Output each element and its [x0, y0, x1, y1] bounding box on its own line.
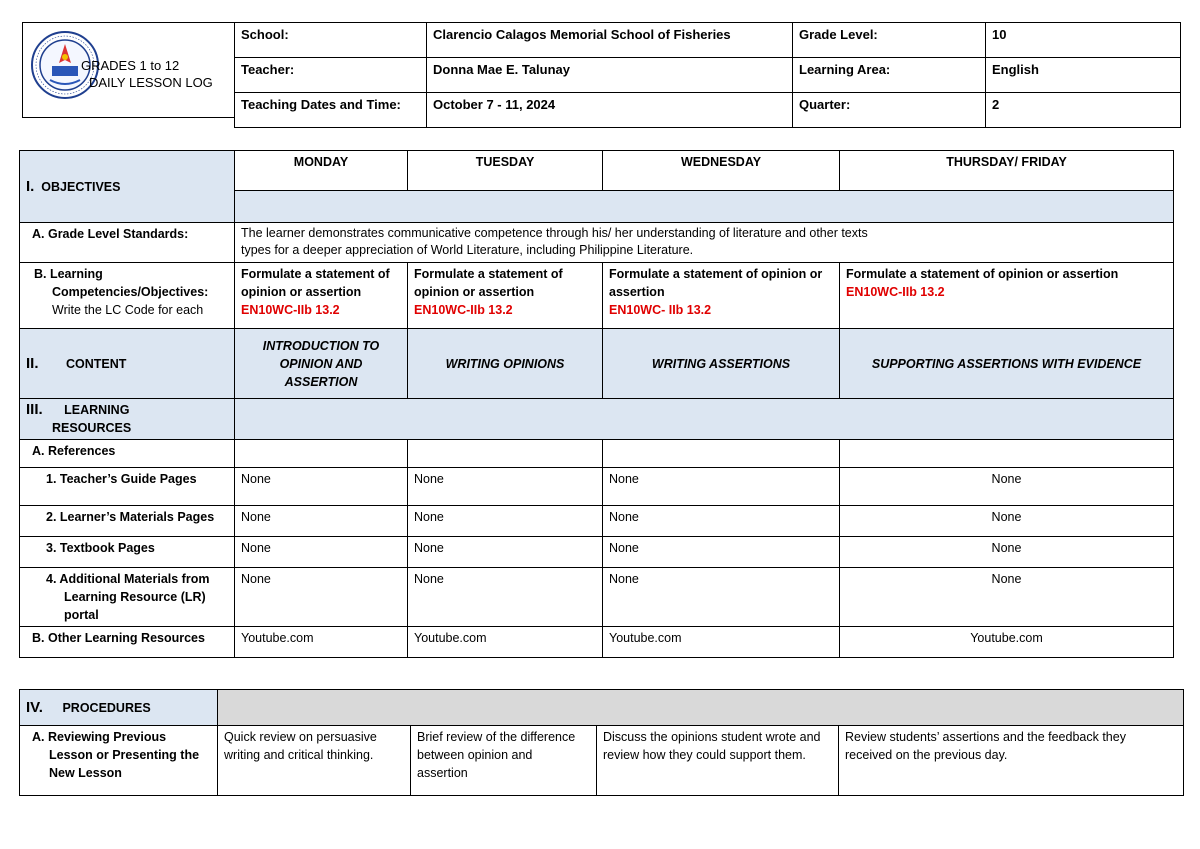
additional-materials-monday: None	[235, 568, 408, 627]
rl-line2: Lesson or Presenting the	[49, 748, 200, 762]
lc-code: EN10WC-IIb 13.2	[241, 303, 340, 317]
teachers-guide-thursday-friday: None	[840, 468, 1174, 506]
proc-text: between opinion and	[417, 748, 533, 762]
teachers-guide-label: 1. Teacher’s Guide Pages	[20, 468, 235, 506]
additional-materials-label	[20, 568, 235, 627]
learning-competencies-label	[20, 263, 235, 329]
content-wednesday: WRITING ASSERTIONS	[603, 329, 840, 399]
objectives-heading	[20, 151, 235, 223]
learning-area-value: English	[986, 58, 1181, 93]
school-value: Clarencio Calagos Memorial School of Fisheries	[427, 23, 793, 58]
teacher-label: Teacher:	[235, 58, 427, 93]
additional-materials-wednesday: None	[603, 568, 840, 627]
reviewing-wednesday	[597, 726, 839, 796]
grade-level-label: Grade Level:	[793, 23, 986, 58]
content-roman: II.	[26, 354, 39, 372]
proc-text: review how they could support them.	[603, 748, 806, 762]
reviewing-lesson-label	[20, 726, 218, 796]
gls-text-line1: The learner demonstrates communicative competence through his/ her understanding of literature and other texts	[241, 226, 868, 240]
grade-level-standards-text	[235, 223, 1174, 263]
teaching-dates-value: October 7 - 11, 2024	[427, 93, 793, 128]
content-heading	[20, 329, 235, 399]
header-title-line2: DAILY LESSON LOG	[89, 75, 213, 90]
resources-label-line1: LEARNING	[64, 403, 130, 417]
lc-thursday-friday	[840, 263, 1174, 329]
lc-tuesday	[408, 263, 603, 329]
proc-text: Review students’ assertions and the feedback they	[845, 730, 1126, 744]
textbook-pages-monday: None	[235, 537, 408, 568]
lc-monday	[235, 263, 408, 329]
resources-heading	[20, 399, 235, 440]
lc-code: EN10WC-IIb 13.2	[846, 285, 945, 299]
school-label: School:	[235, 23, 427, 58]
teachers-guide-tuesday: None	[408, 468, 603, 506]
quarter-value: 2	[986, 93, 1181, 128]
gls-text-line2: types for a deeper appreciation of World Literature, including Philippine Literature.	[241, 243, 694, 257]
grade-level-value: 10	[986, 23, 1181, 58]
content-label: CONTENT	[66, 356, 127, 371]
objectives-roman: I.	[26, 177, 35, 195]
teaching-dates-label: Teaching Dates and Time:	[235, 93, 427, 128]
resources-band	[235, 399, 1174, 440]
content-tuesday: WRITING OPINIONS	[408, 329, 603, 399]
learners-materials-monday: None	[235, 506, 408, 537]
content-text: ASSERTION	[284, 374, 358, 389]
textbook-pages-thursday-friday: None	[840, 537, 1174, 568]
references-monday	[235, 440, 408, 468]
proc-text: writing and critical thinking.	[224, 748, 374, 762]
additional-materials-tuesday: None	[408, 568, 603, 627]
proc-text: Quick review on persuasive	[224, 730, 377, 744]
proc-text: received on the previous day.	[845, 748, 1008, 762]
procedures-band	[218, 690, 1184, 726]
proc-text: Discuss the opinions student wrote and	[603, 730, 821, 744]
lc-text: opinion or assertion	[241, 285, 362, 299]
reviewing-monday	[218, 726, 411, 796]
lesson-log-table	[19, 150, 1174, 658]
reviewing-thursday-friday	[839, 726, 1184, 796]
reviewing-tuesday	[411, 726, 597, 796]
learning-area-label: Learning Area:	[793, 58, 986, 93]
lc-text: Formulate a statement of opinion or assertion	[846, 267, 1119, 281]
resources-label-line2: RESOURCES	[52, 421, 132, 435]
lc-code: EN10WC-IIb 13.2	[414, 303, 513, 317]
learners-materials-label: 2. Learner’s Materials Pages	[20, 506, 235, 537]
lc-code: EN10WC- IIb 13.2	[609, 303, 712, 317]
textbook-pages-label: 3. Textbook Pages	[20, 537, 235, 568]
teachers-guide-monday: None	[235, 468, 408, 506]
procedures-table	[19, 689, 1184, 796]
references-tuesday	[408, 440, 603, 468]
other-resources-monday: Youtube.com	[235, 627, 408, 658]
additional-materials-thursday-friday: None	[840, 568, 1174, 627]
day-header-tuesday: TUESDAY	[408, 151, 603, 191]
lc-label-line1: B. Learning	[34, 267, 103, 281]
lc-label-line2: Competencies/Objectives:	[52, 285, 209, 299]
header-title-line1: GRADES 1 to 12	[81, 58, 180, 73]
other-resources-label: B. Other Learning Resources	[20, 627, 235, 658]
day-header-monday: MONDAY	[235, 151, 408, 191]
header-logo-cell	[22, 22, 234, 118]
day-header-wednesday: WEDNESDAY	[603, 151, 840, 191]
am-line1: 4. Additional Materials from	[46, 572, 210, 586]
am-line2: Learning Resource (LR)	[64, 590, 206, 604]
lc-text: assertion	[609, 285, 665, 299]
grade-level-standards-label: A. Grade Level Standards:	[20, 223, 235, 263]
teachers-guide-wednesday: None	[603, 468, 840, 506]
proc-text: Brief review of the difference	[417, 730, 576, 744]
quarter-label: Quarter:	[793, 93, 986, 128]
lc-text: Formulate a statement of	[241, 267, 390, 281]
content-thursday-friday: SUPPORTING ASSERTIONS WITH EVIDENCE	[840, 329, 1174, 399]
lc-label-line3: Write the LC Code for each	[52, 303, 204, 317]
am-line3: portal	[64, 608, 99, 622]
lc-wednesday	[603, 263, 840, 329]
lc-text: Formulate a statement of opinion or	[609, 267, 823, 281]
header-title	[81, 57, 213, 91]
teacher-value: Donna Mae E. Talunay	[427, 58, 793, 93]
references-thursday-friday	[840, 440, 1174, 468]
learners-materials-thursday-friday: None	[840, 506, 1174, 537]
content-monday	[235, 329, 408, 399]
learners-materials-tuesday: None	[408, 506, 603, 537]
procedures-label: PROCEDURES	[62, 700, 151, 715]
objectives-band	[235, 191, 1174, 223]
objectives-label: OBJECTIVES	[41, 179, 121, 194]
other-resources-thursday-friday: Youtube.com	[840, 627, 1174, 658]
resources-roman: III.	[26, 401, 43, 418]
header-info-table	[234, 22, 1181, 128]
references-label: A. References	[20, 440, 235, 468]
day-header-thursday-friday: THURSDAY/ FRIDAY	[840, 151, 1174, 191]
procedures-roman: IV.	[26, 698, 43, 716]
learners-materials-wednesday: None	[603, 506, 840, 537]
rl-line1: A. Reviewing Previous	[32, 730, 167, 744]
other-resources-tuesday: Youtube.com	[408, 627, 603, 658]
lc-text: opinion or assertion	[414, 285, 535, 299]
procedures-heading	[20, 690, 218, 726]
lc-text: Formulate a statement of	[414, 267, 563, 281]
other-resources-wednesday: Youtube.com	[603, 627, 840, 658]
content-text: OPINION AND	[279, 356, 363, 371]
proc-text: assertion	[417, 766, 468, 780]
rl-line3: New Lesson	[49, 766, 122, 780]
references-wednesday	[603, 440, 840, 468]
content-text: INTRODUCTION TO	[262, 338, 380, 353]
textbook-pages-tuesday: None	[408, 537, 603, 568]
textbook-pages-wednesday: None	[603, 537, 840, 568]
